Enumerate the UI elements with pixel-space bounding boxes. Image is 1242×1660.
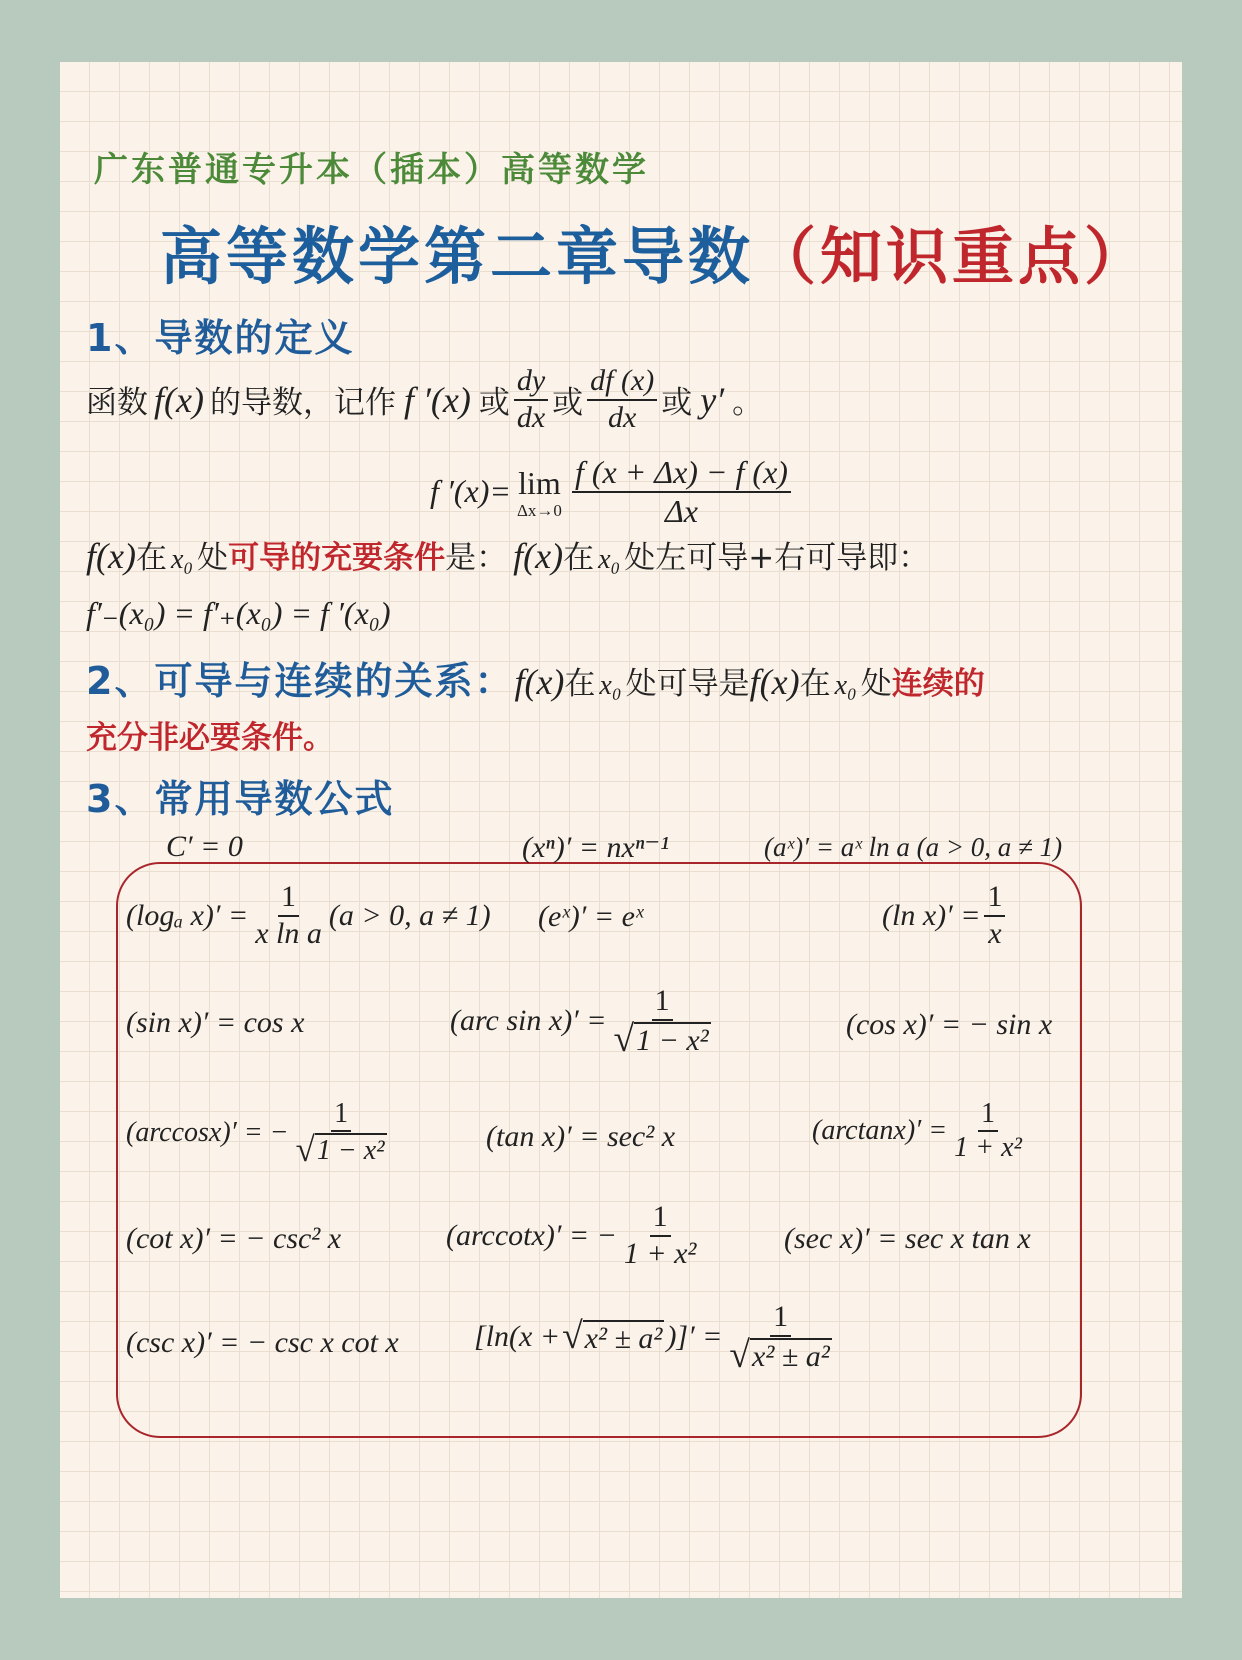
math-fx: f(x) — [154, 379, 204, 420]
math-x0-2: x₀ — [598, 544, 621, 575]
emph-condition: 可导的充要条件 — [228, 540, 446, 576]
text-tail: 处左可导+右可导即： — [624, 540, 930, 576]
formula-csc: (csc x)′ = − csc x cot x — [126, 1326, 399, 1359]
math-fprime: f ′(x) — [403, 379, 471, 420]
formula-constant: C′ = 0 — [166, 830, 243, 863]
formula-sin: (sin x)′ = cos x — [126, 1006, 305, 1039]
formula-cot: (cot x)′ = − csc² x — [126, 1222, 342, 1255]
frac-dfxdx: $\frac{df (x)}{dx}$ — [587, 364, 657, 435]
formula-ln-sqrt: [ln(x + √ x² ± a² )]′ = 1 √ x² ± a² — [474, 1300, 830, 1376]
derivative-definition — [430, 454, 795, 530]
text-at: 在 — [564, 666, 596, 702]
text-chu: 处 — [197, 540, 229, 576]
formula-arctan: (arctanx)′ = $\frac{1}{\text{1 + x²}}$ — [812, 1098, 1022, 1164]
text-is: 是： — [445, 540, 508, 576]
subtitle: 广东普通专升本（插本）高等数学 — [94, 150, 649, 190]
formula-exp-e: (eˣ)′ = eˣ — [538, 900, 644, 933]
def-lhs: f ′(x)= — [430, 473, 511, 510]
text-or-2: 或 — [552, 385, 584, 421]
text-at-2: 在 — [799, 666, 831, 702]
text-chu: 处 — [860, 666, 892, 702]
math-fx-2: f(x) — [513, 536, 564, 576]
one-sided-derivative-formula: f′₋(x₀) = f′₊(x₀) = f ′(x₀) — [86, 595, 391, 631]
frac-dydx: $\frac{dy}{dx}$ — [514, 364, 548, 435]
formula-cos: (cos x)′ = − sin x — [846, 1008, 1053, 1041]
formula-exp-a: (aˣ)′ = aˣ ln a (a > 0, a ≠ 1) — [764, 832, 1063, 862]
differentiability-condition — [86, 532, 929, 577]
text-hanshu: 函数 — [86, 385, 148, 421]
limit: lim Δx→0 — [517, 464, 562, 520]
section-2-line — [86, 650, 985, 705]
text-or-1: 或 — [478, 385, 510, 421]
page-title — [160, 207, 1150, 296]
notes-sheet — [60, 62, 1182, 1598]
title-main: 高等数学第二章导数 — [160, 220, 755, 293]
math-x0: x₀ — [599, 670, 622, 701]
formula-arccot: (arccotx)′ = − $\frac{1}{\text{1 + x²}}$ — [446, 1200, 697, 1270]
formula-power: (xⁿ)′ = nxⁿ⁻¹ — [522, 831, 670, 864]
title-emphasis: （知识重点） — [754, 220, 1151, 293]
math-x0: x₀ — [170, 544, 194, 575]
section-2-heading: 2、可导与连续的关系： — [86, 659, 515, 703]
text-or-3: 或 — [661, 385, 693, 421]
text-mid: 处可导是 — [625, 666, 750, 702]
section-1-heading: 1、导数的定义 — [86, 316, 355, 360]
emph-continuous: 连续的 — [891, 666, 985, 702]
text-at: 在 — [135, 540, 167, 576]
math-yprime: y′ — [700, 379, 725, 420]
text-period: 。 — [303, 720, 334, 756]
formula-arccos: (arccosx)′ = − 1 √ 1 − x² — [126, 1098, 385, 1170]
def-fraction: $\frac{f (x + \Delta x) - f (x)}{\Delta x}$ — [572, 454, 791, 530]
text-period: 。 — [732, 385, 764, 421]
math-fx: f(x) — [514, 662, 565, 702]
derivative-notation-line — [86, 364, 763, 435]
formula-arcsin: (arc sin x)′ = 1 √ 1 − x² — [450, 984, 709, 1060]
formula-sec: (sec x)′ = sec x tan x — [784, 1222, 1031, 1255]
text-notation: 的导数，记作 — [209, 385, 396, 421]
section-3-heading: 3、常用导数公式 — [86, 777, 395, 821]
formula-log: (logₐ x)′ = $\frac{1}{\text{x ln a}}$ (a > 0, a ≠ 1) — [126, 880, 491, 950]
formula-tan: (tan x)′ = sec² x — [486, 1120, 676, 1153]
formula-ln: (ln x)′ = $\frac{1}{x}$ — [882, 880, 1009, 951]
math-fx-2: f(x) — [749, 662, 800, 702]
text-at-2: 在 — [563, 540, 595, 576]
math-fx: f(x) — [86, 536, 136, 576]
section-2-line-2 — [86, 712, 334, 757]
emph-sufficient: 充分非必要条件 — [86, 720, 303, 756]
math-x0-2: x₀ — [834, 670, 857, 701]
